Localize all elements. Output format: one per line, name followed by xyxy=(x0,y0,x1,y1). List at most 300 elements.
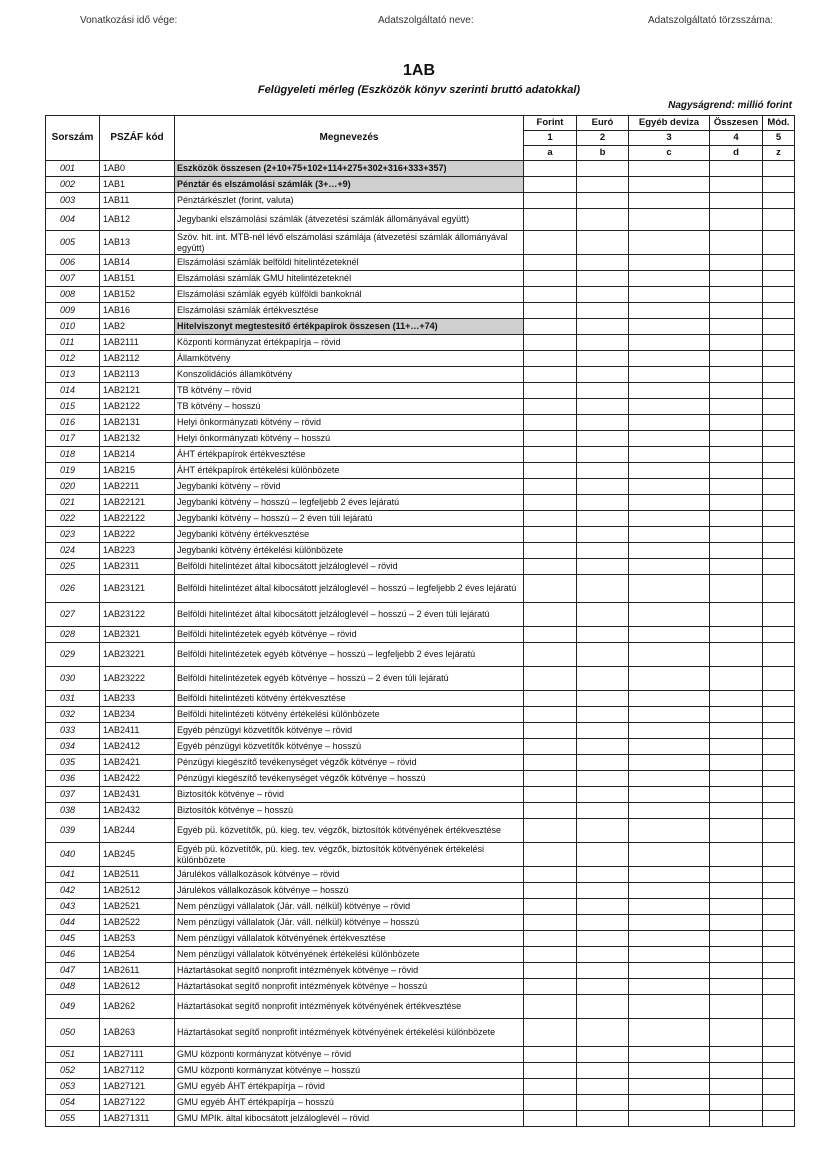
value-cell-egyeb-deviza[interactable] xyxy=(629,691,710,707)
value-cell-osszesen[interactable] xyxy=(710,723,763,739)
value-cell-mod[interactable] xyxy=(763,335,795,351)
value-cell-forint[interactable] xyxy=(524,979,577,995)
value-cell-euro[interactable] xyxy=(577,627,629,643)
value-cell-mod[interactable] xyxy=(763,603,795,627)
value-cell-egyeb-deviza[interactable] xyxy=(629,335,710,351)
value-cell-forint[interactable] xyxy=(524,511,577,527)
value-cell-euro[interactable] xyxy=(577,691,629,707)
value-cell-egyeb-deviza[interactable] xyxy=(629,319,710,335)
value-cell-forint[interactable] xyxy=(524,463,577,479)
value-cell-forint[interactable] xyxy=(524,691,577,707)
value-cell-egyeb-deviza[interactable] xyxy=(629,707,710,723)
value-cell-forint[interactable] xyxy=(524,867,577,883)
value-cell-mod[interactable] xyxy=(763,803,795,819)
value-cell-forint[interactable] xyxy=(524,527,577,543)
value-cell-euro[interactable] xyxy=(577,335,629,351)
value-cell-euro[interactable] xyxy=(577,843,629,867)
value-cell-mod[interactable] xyxy=(763,559,795,575)
value-cell-mod[interactable] xyxy=(763,819,795,843)
table-row xyxy=(46,627,795,643)
value-cell-egyeb-deviza[interactable] xyxy=(629,209,710,231)
value-cell-egyeb-deviza[interactable] xyxy=(629,367,710,383)
value-cell-osszesen[interactable] xyxy=(710,979,763,995)
value-cell-mod[interactable] xyxy=(763,303,795,319)
value-cell-osszesen[interactable] xyxy=(710,667,763,691)
value-cell-euro[interactable] xyxy=(577,1111,629,1127)
value-cell-euro[interactable] xyxy=(577,931,629,947)
value-cell-forint[interactable] xyxy=(524,803,577,819)
value-cell-osszesen[interactable] xyxy=(710,319,763,335)
value-cell-egyeb-deviza[interactable] xyxy=(629,415,710,431)
value-cell-mod[interactable] xyxy=(763,787,795,803)
value-cell-mod[interactable] xyxy=(763,995,795,1019)
value-cell-forint[interactable] xyxy=(524,627,577,643)
value-cell-osszesen[interactable] xyxy=(710,931,763,947)
value-cell-forint[interactable] xyxy=(524,287,577,303)
value-cell-mod[interactable] xyxy=(763,1095,795,1111)
value-cell-mod[interactable] xyxy=(763,479,795,495)
value-cell-mod[interactable] xyxy=(763,1019,795,1047)
value-cell-mod[interactable] xyxy=(763,495,795,511)
value-cell-egyeb-deviza[interactable] xyxy=(629,161,710,177)
header-letter: d xyxy=(710,146,763,161)
header-mod: Mód. xyxy=(763,116,795,131)
value-cell-mod[interactable] xyxy=(763,463,795,479)
value-cell-euro[interactable] xyxy=(577,947,629,963)
value-cell-forint[interactable] xyxy=(524,1063,577,1079)
value-cell-egyeb-deviza[interactable] xyxy=(629,771,710,787)
value-cell-mod[interactable] xyxy=(763,947,795,963)
value-cell-euro[interactable] xyxy=(577,161,629,177)
value-cell-egyeb-deviza[interactable] xyxy=(629,883,710,899)
value-cell-osszesen[interactable] xyxy=(710,755,763,771)
value-cell-mod[interactable] xyxy=(763,707,795,723)
value-cell-osszesen[interactable] xyxy=(710,883,763,899)
value-cell-euro[interactable] xyxy=(577,667,629,691)
value-cell-osszesen[interactable] xyxy=(710,691,763,707)
value-cell-osszesen[interactable] xyxy=(710,271,763,287)
value-cell-egyeb-deviza[interactable] xyxy=(629,963,710,979)
value-cell-euro[interactable] xyxy=(577,867,629,883)
value-cell-mod[interactable] xyxy=(763,1047,795,1063)
value-cell-euro[interactable] xyxy=(577,1047,629,1063)
value-cell-forint[interactable] xyxy=(524,415,577,431)
value-cell-mod[interactable] xyxy=(763,255,795,271)
value-cell-forint[interactable] xyxy=(524,787,577,803)
value-cell-forint[interactable] xyxy=(524,303,577,319)
value-cell-euro[interactable] xyxy=(577,979,629,995)
value-cell-egyeb-deviza[interactable] xyxy=(629,383,710,399)
value-cell-osszesen[interactable] xyxy=(710,1095,763,1111)
value-cell-euro[interactable] xyxy=(577,351,629,367)
value-cell-egyeb-deviza[interactable] xyxy=(629,667,710,691)
value-cell-euro[interactable] xyxy=(577,479,629,495)
value-cell-euro[interactable] xyxy=(577,1019,629,1047)
value-cell-forint[interactable] xyxy=(524,603,577,627)
value-cell-osszesen[interactable] xyxy=(710,351,763,367)
value-cell-egyeb-deviza[interactable] xyxy=(629,303,710,319)
value-cell-euro[interactable] xyxy=(577,463,629,479)
value-cell-euro[interactable] xyxy=(577,787,629,803)
row-name: Jegybanki kötvény – hosszú – legfeljebb 2 éves lejáratú xyxy=(175,495,524,511)
value-cell-mod[interactable] xyxy=(763,575,795,603)
value-cell-forint[interactable] xyxy=(524,255,577,271)
value-cell-forint[interactable] xyxy=(524,193,577,209)
value-cell-forint[interactable] xyxy=(524,431,577,447)
value-cell-mod[interactable] xyxy=(763,883,795,899)
value-cell-egyeb-deviza[interactable] xyxy=(629,575,710,603)
table-row xyxy=(46,843,795,867)
value-cell-egyeb-deviza[interactable] xyxy=(629,867,710,883)
value-cell-euro[interactable] xyxy=(577,995,629,1019)
value-cell-mod[interactable] xyxy=(763,739,795,755)
value-cell-euro[interactable] xyxy=(577,287,629,303)
value-cell-osszesen[interactable] xyxy=(710,399,763,415)
row-number: 004 xyxy=(46,209,100,231)
value-cell-forint[interactable] xyxy=(524,947,577,963)
row-name: Jegybanki kötvény értékelési különbözete xyxy=(175,543,524,559)
value-cell-forint[interactable] xyxy=(524,559,577,575)
value-cell-osszesen[interactable] xyxy=(710,627,763,643)
value-cell-osszesen[interactable] xyxy=(710,915,763,931)
value-cell-mod[interactable] xyxy=(763,1063,795,1079)
value-cell-osszesen[interactable] xyxy=(710,707,763,723)
value-cell-egyeb-deviza[interactable] xyxy=(629,947,710,963)
value-cell-egyeb-deviza[interactable] xyxy=(629,739,710,755)
value-cell-mod[interactable] xyxy=(763,867,795,883)
value-cell-euro[interactable] xyxy=(577,1063,629,1079)
value-cell-osszesen[interactable] xyxy=(710,447,763,463)
value-cell-euro[interactable] xyxy=(577,495,629,511)
value-cell-mod[interactable] xyxy=(763,543,795,559)
value-cell-mod[interactable] xyxy=(763,527,795,543)
value-cell-egyeb-deviza[interactable] xyxy=(629,399,710,415)
value-cell-osszesen[interactable] xyxy=(710,803,763,819)
value-cell-egyeb-deviza[interactable] xyxy=(629,351,710,367)
value-cell-forint[interactable] xyxy=(524,899,577,915)
value-cell-egyeb-deviza[interactable] xyxy=(629,177,710,193)
value-cell-mod[interactable] xyxy=(763,287,795,303)
value-cell-osszesen[interactable] xyxy=(710,1047,763,1063)
value-cell-mod[interactable] xyxy=(763,161,795,177)
value-cell-osszesen[interactable] xyxy=(710,899,763,915)
value-cell-mod[interactable] xyxy=(763,383,795,399)
value-cell-osszesen[interactable] xyxy=(710,771,763,787)
value-cell-mod[interactable] xyxy=(763,771,795,787)
value-cell-osszesen[interactable] xyxy=(710,161,763,177)
value-cell-osszesen[interactable] xyxy=(710,543,763,559)
value-cell-mod[interactable] xyxy=(763,979,795,995)
row-code: 1AB22122 xyxy=(100,511,175,527)
value-cell-euro[interactable] xyxy=(577,431,629,447)
value-cell-osszesen[interactable] xyxy=(710,739,763,755)
value-cell-forint[interactable] xyxy=(524,667,577,691)
value-cell-osszesen[interactable] xyxy=(710,511,763,527)
value-cell-euro[interactable] xyxy=(577,603,629,627)
value-cell-euro[interactable] xyxy=(577,883,629,899)
value-cell-egyeb-deviza[interactable] xyxy=(629,819,710,843)
value-cell-mod[interactable] xyxy=(763,447,795,463)
row-code: 1AB152 xyxy=(100,287,175,303)
value-cell-euro[interactable] xyxy=(577,1095,629,1111)
value-cell-osszesen[interactable] xyxy=(710,603,763,627)
value-cell-euro[interactable] xyxy=(577,707,629,723)
value-cell-egyeb-deviza[interactable] xyxy=(629,1019,710,1047)
value-cell-forint[interactable] xyxy=(524,479,577,495)
value-cell-euro[interactable] xyxy=(577,415,629,431)
value-cell-forint[interactable] xyxy=(524,1019,577,1047)
value-cell-egyeb-deviza[interactable] xyxy=(629,287,710,303)
value-cell-osszesen[interactable] xyxy=(710,963,763,979)
value-cell-euro[interactable] xyxy=(577,319,629,335)
value-cell-egyeb-deviza[interactable] xyxy=(629,479,710,495)
value-cell-osszesen[interactable] xyxy=(710,479,763,495)
value-cell-egyeb-deviza[interactable] xyxy=(629,527,710,543)
value-cell-mod[interactable] xyxy=(763,271,795,287)
value-cell-egyeb-deviza[interactable] xyxy=(629,1111,710,1127)
value-cell-osszesen[interactable] xyxy=(710,177,763,193)
table-row xyxy=(46,803,795,819)
value-cell-forint[interactable] xyxy=(524,1079,577,1095)
header-pszaf-kod: PSZÁF kód xyxy=(100,116,175,161)
value-cell-forint[interactable] xyxy=(524,915,577,931)
value-cell-osszesen[interactable] xyxy=(710,575,763,603)
value-cell-osszesen[interactable] xyxy=(710,995,763,1019)
value-cell-forint[interactable] xyxy=(524,883,577,899)
value-cell-forint[interactable] xyxy=(524,209,577,231)
value-cell-forint[interactable] xyxy=(524,231,577,255)
table-row xyxy=(46,431,795,447)
value-cell-forint[interactable] xyxy=(524,739,577,755)
value-cell-forint[interactable] xyxy=(524,931,577,947)
value-cell-egyeb-deviza[interactable] xyxy=(629,603,710,627)
value-cell-egyeb-deviza[interactable] xyxy=(629,979,710,995)
value-cell-forint[interactable] xyxy=(524,771,577,787)
value-cell-euro[interactable] xyxy=(577,543,629,559)
value-cell-egyeb-deviza[interactable] xyxy=(629,931,710,947)
value-cell-euro[interactable] xyxy=(577,177,629,193)
value-cell-osszesen[interactable] xyxy=(710,843,763,867)
value-cell-forint[interactable] xyxy=(524,543,577,559)
row-number: 054 xyxy=(46,1095,100,1111)
value-cell-euro[interactable] xyxy=(577,723,629,739)
value-cell-forint[interactable] xyxy=(524,575,577,603)
value-cell-egyeb-deviza[interactable] xyxy=(629,447,710,463)
value-cell-euro[interactable] xyxy=(577,399,629,415)
value-cell-euro[interactable] xyxy=(577,527,629,543)
value-cell-forint[interactable] xyxy=(524,643,577,667)
value-cell-osszesen[interactable] xyxy=(710,1019,763,1047)
value-cell-forint[interactable] xyxy=(524,1095,577,1111)
value-cell-forint[interactable] xyxy=(524,177,577,193)
value-cell-euro[interactable] xyxy=(577,367,629,383)
value-cell-euro[interactable] xyxy=(577,559,629,575)
value-cell-egyeb-deviza[interactable] xyxy=(629,1095,710,1111)
row-code: 1AB2612 xyxy=(100,979,175,995)
value-cell-forint[interactable] xyxy=(524,161,577,177)
value-cell-egyeb-deviza[interactable] xyxy=(629,495,710,511)
value-cell-osszesen[interactable] xyxy=(710,787,763,803)
value-cell-euro[interactable] xyxy=(577,819,629,843)
row-number: 028 xyxy=(46,627,100,643)
value-cell-mod[interactable] xyxy=(763,431,795,447)
value-cell-forint[interactable] xyxy=(524,271,577,287)
value-cell-euro[interactable] xyxy=(577,643,629,667)
value-cell-mod[interactable] xyxy=(763,415,795,431)
value-cell-mod[interactable] xyxy=(763,963,795,979)
value-cell-forint[interactable] xyxy=(524,495,577,511)
value-cell-egyeb-deviza[interactable] xyxy=(629,1063,710,1079)
value-cell-euro[interactable] xyxy=(577,739,629,755)
value-cell-osszesen[interactable] xyxy=(710,495,763,511)
value-cell-forint[interactable] xyxy=(524,995,577,1019)
value-cell-euro[interactable] xyxy=(577,209,629,231)
value-cell-osszesen[interactable] xyxy=(710,193,763,209)
value-cell-euro[interactable] xyxy=(577,383,629,399)
value-cell-egyeb-deviza[interactable] xyxy=(629,231,710,255)
value-cell-osszesen[interactable] xyxy=(710,947,763,963)
header-num: 4 xyxy=(710,131,763,146)
value-cell-euro[interactable] xyxy=(577,755,629,771)
value-cell-forint[interactable] xyxy=(524,707,577,723)
value-cell-egyeb-deviza[interactable] xyxy=(629,899,710,915)
value-cell-osszesen[interactable] xyxy=(710,431,763,447)
value-cell-forint[interactable] xyxy=(524,755,577,771)
row-name: GMU központi kormányzat kötvénye – rövid xyxy=(175,1047,524,1063)
value-cell-forint[interactable] xyxy=(524,399,577,415)
row-number: 013 xyxy=(46,367,100,383)
value-cell-osszesen[interactable] xyxy=(710,209,763,231)
value-cell-mod[interactable] xyxy=(763,915,795,931)
value-cell-osszesen[interactable] xyxy=(710,383,763,399)
value-cell-mod[interactable] xyxy=(763,899,795,915)
value-cell-forint[interactable] xyxy=(524,447,577,463)
value-cell-forint[interactable] xyxy=(524,335,577,351)
value-cell-euro[interactable] xyxy=(577,271,629,287)
value-cell-mod[interactable] xyxy=(763,843,795,867)
provider-name-label: Adatszolgáltató neve: xyxy=(378,15,474,26)
value-cell-mod[interactable] xyxy=(763,177,795,193)
value-cell-egyeb-deviza[interactable] xyxy=(629,271,710,287)
value-cell-euro[interactable] xyxy=(577,803,629,819)
row-code: 1AB263 xyxy=(100,1019,175,1047)
value-cell-egyeb-deviza[interactable] xyxy=(629,1047,710,1063)
value-cell-osszesen[interactable] xyxy=(710,819,763,843)
row-code: 1AB233 xyxy=(100,691,175,707)
value-cell-egyeb-deviza[interactable] xyxy=(629,843,710,867)
value-cell-egyeb-deviza[interactable] xyxy=(629,995,710,1019)
value-cell-euro[interactable] xyxy=(577,303,629,319)
value-cell-osszesen[interactable] xyxy=(710,367,763,383)
value-cell-mod[interactable] xyxy=(763,209,795,231)
value-cell-forint[interactable] xyxy=(524,1047,577,1063)
value-cell-mod[interactable] xyxy=(763,723,795,739)
value-cell-mod[interactable] xyxy=(763,691,795,707)
value-cell-mod[interactable] xyxy=(763,511,795,527)
value-cell-egyeb-deviza[interactable] xyxy=(629,511,710,527)
value-cell-euro[interactable] xyxy=(577,771,629,787)
value-cell-osszesen[interactable] xyxy=(710,287,763,303)
value-cell-euro[interactable] xyxy=(577,1079,629,1095)
value-cell-egyeb-deviza[interactable] xyxy=(629,723,710,739)
value-cell-euro[interactable] xyxy=(577,193,629,209)
value-cell-forint[interactable] xyxy=(524,819,577,843)
value-cell-mod[interactable] xyxy=(763,1111,795,1127)
value-cell-mod[interactable] xyxy=(763,319,795,335)
value-cell-egyeb-deviza[interactable] xyxy=(629,431,710,447)
value-cell-euro[interactable] xyxy=(577,511,629,527)
value-cell-euro[interactable] xyxy=(577,255,629,271)
value-cell-euro[interactable] xyxy=(577,915,629,931)
value-cell-euro[interactable] xyxy=(577,447,629,463)
value-cell-egyeb-deviza[interactable] xyxy=(629,627,710,643)
value-cell-mod[interactable] xyxy=(763,351,795,367)
value-cell-osszesen[interactable] xyxy=(710,303,763,319)
value-cell-egyeb-deviza[interactable] xyxy=(629,559,710,575)
value-cell-euro[interactable] xyxy=(577,963,629,979)
value-cell-osszesen[interactable] xyxy=(710,255,763,271)
value-cell-osszesen[interactable] xyxy=(710,1111,763,1127)
value-cell-mod[interactable] xyxy=(763,193,795,209)
value-cell-egyeb-deviza[interactable] xyxy=(629,193,710,209)
value-cell-egyeb-deviza[interactable] xyxy=(629,255,710,271)
value-cell-mod[interactable] xyxy=(763,399,795,415)
value-cell-osszesen[interactable] xyxy=(710,1079,763,1095)
value-cell-osszesen[interactable] xyxy=(710,1063,763,1079)
value-cell-egyeb-deviza[interactable] xyxy=(629,463,710,479)
value-cell-mod[interactable] xyxy=(763,231,795,255)
value-cell-egyeb-deviza[interactable] xyxy=(629,755,710,771)
table-row xyxy=(46,667,795,691)
value-cell-mod[interactable] xyxy=(763,755,795,771)
value-cell-euro[interactable] xyxy=(577,231,629,255)
value-cell-osszesen[interactable] xyxy=(710,335,763,351)
value-cell-egyeb-deviza[interactable] xyxy=(629,787,710,803)
value-cell-forint[interactable] xyxy=(524,351,577,367)
value-cell-euro[interactable] xyxy=(577,575,629,603)
value-cell-osszesen[interactable] xyxy=(710,231,763,255)
value-cell-egyeb-deviza[interactable] xyxy=(629,915,710,931)
table-row xyxy=(46,995,795,1019)
value-cell-forint[interactable] xyxy=(524,963,577,979)
value-cell-euro[interactable] xyxy=(577,899,629,915)
value-cell-forint[interactable] xyxy=(524,1111,577,1127)
header-num: 2 xyxy=(577,131,629,146)
value-cell-osszesen[interactable] xyxy=(710,527,763,543)
value-cell-mod[interactable] xyxy=(763,931,795,947)
value-cell-mod[interactable] xyxy=(763,643,795,667)
value-cell-forint[interactable] xyxy=(524,319,577,335)
value-cell-mod[interactable] xyxy=(763,367,795,383)
value-cell-osszesen[interactable] xyxy=(710,463,763,479)
value-cell-mod[interactable] xyxy=(763,627,795,643)
value-cell-forint[interactable] xyxy=(524,843,577,867)
value-cell-egyeb-deviza[interactable] xyxy=(629,643,710,667)
value-cell-forint[interactable] xyxy=(524,367,577,383)
value-cell-osszesen[interactable] xyxy=(710,415,763,431)
value-cell-forint[interactable] xyxy=(524,383,577,399)
value-cell-egyeb-deviza[interactable] xyxy=(629,803,710,819)
value-cell-mod[interactable] xyxy=(763,667,795,691)
row-code: 1AB16 xyxy=(100,303,175,319)
value-cell-mod[interactable] xyxy=(763,1079,795,1095)
value-cell-osszesen[interactable] xyxy=(710,643,763,667)
value-cell-forint[interactable] xyxy=(524,723,577,739)
value-cell-egyeb-deviza[interactable] xyxy=(629,543,710,559)
value-cell-osszesen[interactable] xyxy=(710,559,763,575)
value-cell-egyeb-deviza[interactable] xyxy=(629,1079,710,1095)
value-cell-osszesen[interactable] xyxy=(710,867,763,883)
